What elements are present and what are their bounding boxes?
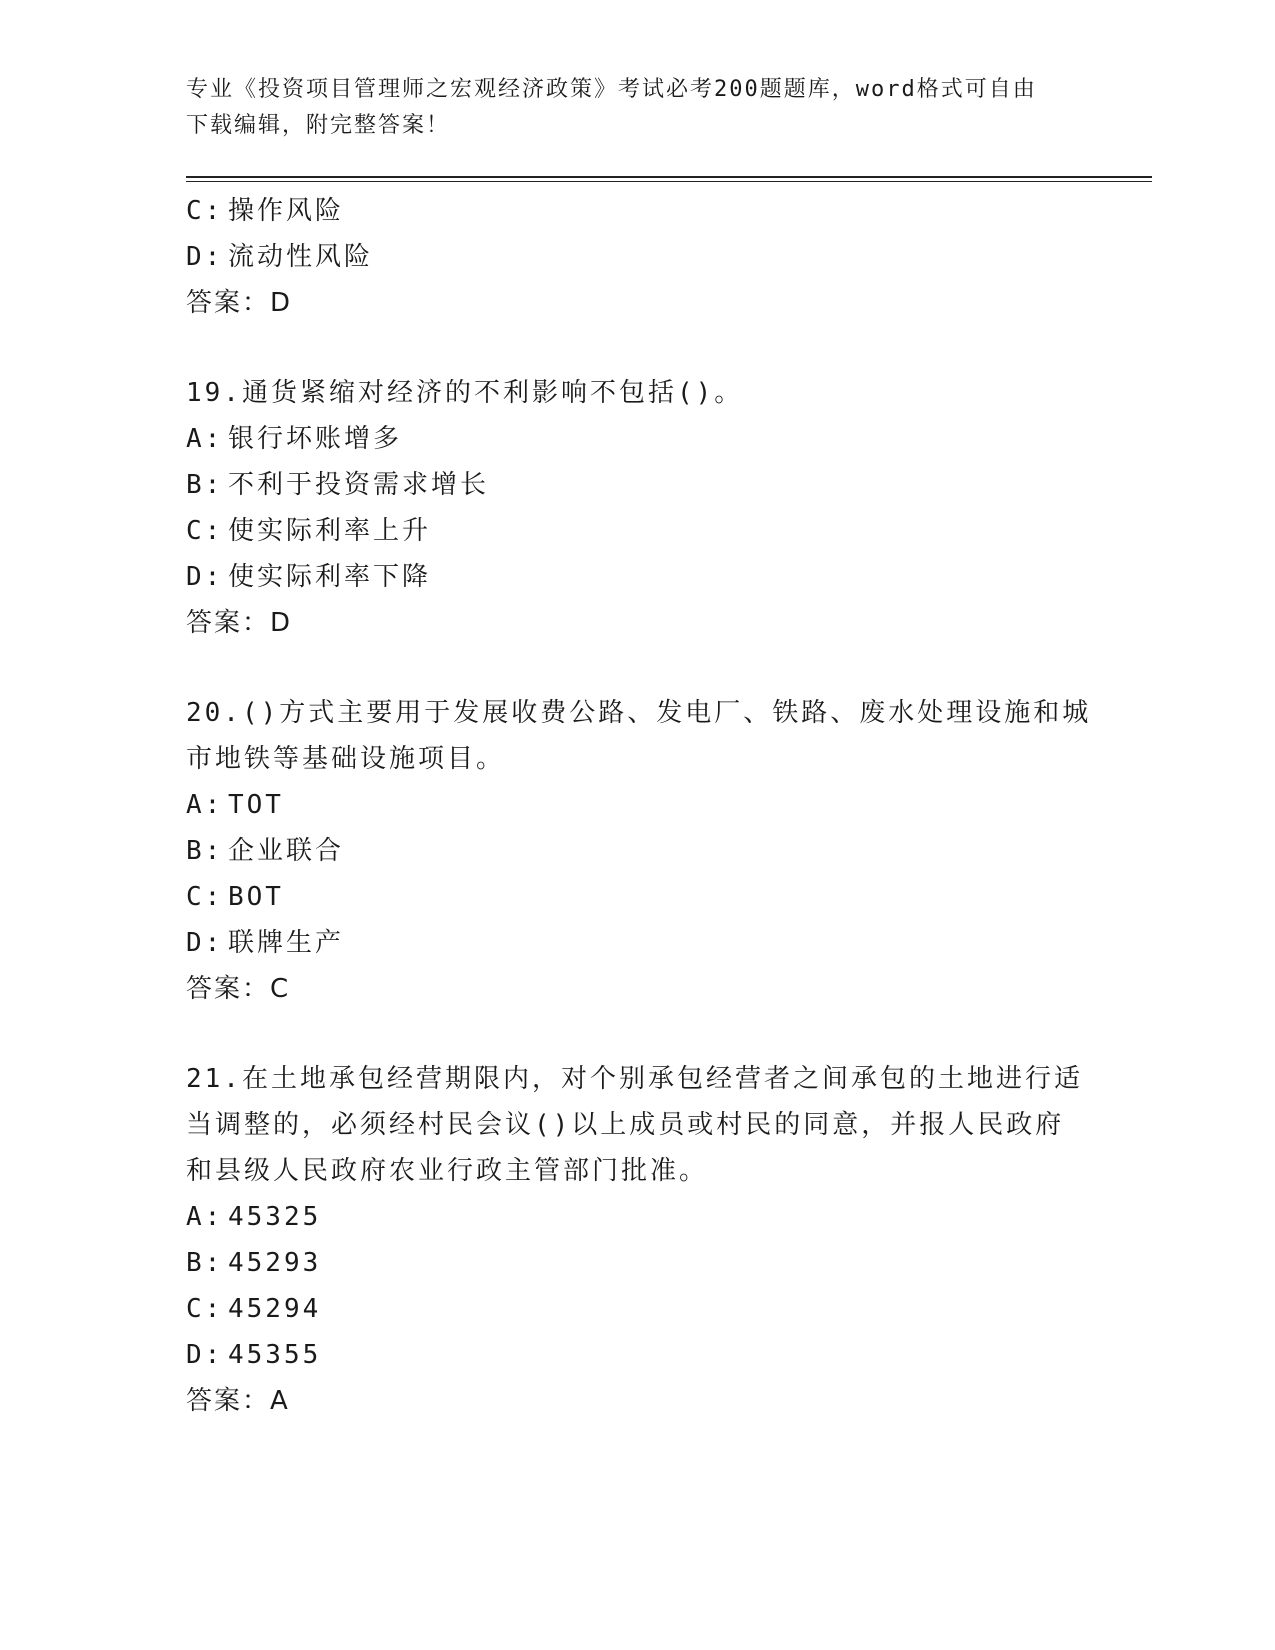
question-list [186, 188, 1092, 1424]
header-divider-thick [186, 176, 1152, 178]
question-21 [186, 1056, 1083, 1424]
answer-line: 答案：D [186, 288, 293, 318]
question-19 [186, 370, 1076, 646]
question-partial [186, 188, 1076, 326]
option-text: 45293 [228, 1248, 322, 1278]
option-letter: B: [186, 470, 224, 500]
question-stem-line-1: 20.()方式主要用于发展收费公路、发电厂、铁路、废水处理设施和城 [186, 698, 1092, 728]
question-stem-line-3: 和县级人民政府农业行政主管部门批准。 [186, 1156, 709, 1186]
header-line-1: 专业《投资项目管理师之宏观经济政策》考试必考200题题库，word格式可自由 [186, 77, 1037, 102]
option-text: 45325 [228, 1202, 322, 1232]
option-text: 联牌生产 [228, 928, 345, 958]
option-text: 使实际利率上升 [228, 516, 432, 546]
option-d [186, 234, 1076, 280]
option-text: 不利于投资需求增长 [228, 470, 490, 500]
option-letter: A: [186, 790, 224, 820]
option-b [186, 1240, 1076, 1286]
option-letter: D: [186, 928, 224, 958]
answer-line: 答案：A [186, 1386, 290, 1416]
option-c [186, 1286, 1076, 1332]
option-text: BOT [228, 882, 284, 912]
question-stem-line-2: 当调整的，必须经村民会议()以上成员或村民的同意，并报人民政府 [186, 1110, 1065, 1140]
question-spacer [186, 646, 1076, 690]
option-text: 45355 [228, 1340, 322, 1370]
question-stem: 19.通货紧缩对经济的不利影响不包括()。 [186, 378, 744, 408]
option-text: 使实际利率下降 [228, 562, 432, 592]
question-spacer [186, 1012, 1076, 1056]
header-divider-thin [186, 181, 1152, 182]
option-d [186, 554, 1076, 600]
question-stem-line-1: 21.在土地承包经营期限内，对个别承包经营者之间承包的土地进行适 [186, 1064, 1083, 1094]
option-letter: A: [186, 1202, 224, 1232]
answer-line: 答案：C [186, 974, 291, 1004]
option-a [186, 416, 1076, 462]
answer-line: 答案：D [186, 608, 293, 638]
option-text: 操作风险 [228, 196, 345, 226]
option-d [186, 920, 1076, 966]
document-header [186, 72, 1066, 144]
option-letter: C: [186, 1294, 224, 1324]
question-20 [186, 690, 1092, 1012]
option-b [186, 828, 1076, 874]
option-text: TOT [228, 790, 284, 820]
option-letter: A: [186, 424, 224, 454]
option-c [186, 874, 1076, 920]
option-letter: D: [186, 1340, 224, 1370]
header-line-2: 下载编辑，附完整答案！ [186, 113, 451, 138]
option-b [186, 462, 1076, 508]
option-letter: D: [186, 562, 224, 592]
option-text: 企业联合 [228, 836, 345, 866]
option-letter: C: [186, 882, 224, 912]
option-text: 流动性风险 [228, 242, 374, 272]
option-c [186, 508, 1076, 554]
option-letter: B: [186, 1248, 224, 1278]
question-stem-line-2: 市地铁等基础设施项目。 [186, 744, 506, 774]
option-letter: C: [186, 196, 224, 226]
option-letter: C: [186, 516, 224, 546]
option-letter: B: [186, 836, 224, 866]
option-letter: D: [186, 242, 224, 272]
question-spacer [186, 326, 1076, 370]
option-c [186, 188, 1076, 234]
option-a [186, 782, 1076, 828]
option-text: 银行坏账增多 [228, 424, 403, 454]
option-a [186, 1194, 1076, 1240]
option-d [186, 1332, 1076, 1378]
option-text: 45294 [228, 1294, 322, 1324]
